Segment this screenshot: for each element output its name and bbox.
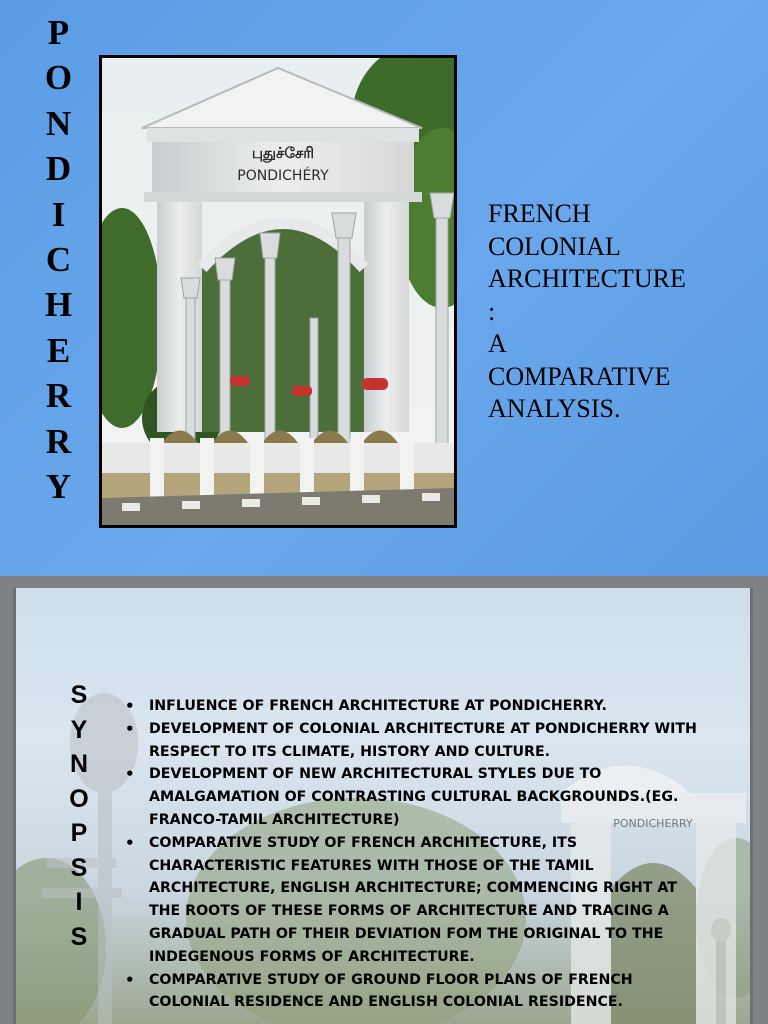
vertical-letter: S <box>70 681 88 709</box>
vertical-title-synopsis <box>66 678 92 954</box>
vertical-letter: Y <box>70 715 88 744</box>
list-item: • DEVELOPMENT OF NEW ARCHITECTURAL STYLES DUE TO AMALGAMATION OF CONTRASTING CULTURAL BACKGROUNDS.(EG. FRANCO-TAMIL ARCHITECTURE) <box>122 763 702 831</box>
vertical-letter: P <box>47 13 71 52</box>
vertical-letter: S <box>70 922 88 951</box>
title-line: ANALYSIS. <box>488 394 621 423</box>
vertical-letter: E <box>46 330 72 370</box>
vertical-letter: Y <box>45 467 73 507</box>
presentation-title <box>488 198 758 426</box>
arch-label-tamil: புதுச்சேரி <box>251 144 315 162</box>
vertical-letter: D <box>45 149 73 189</box>
title-line: FRENCH <box>488 199 591 228</box>
list-item: • COMPARATIVE STUDY OF GROUND FLOOR PLANS OF FRENCH COLONIAL RESIDENCE AND ENGLISH COLONIAL RESIDENCE. <box>122 969 702 1015</box>
arch-photo-frame <box>99 55 457 528</box>
vertical-title-pondicherry <box>38 10 80 509</box>
vertical-letter: O <box>44 58 74 98</box>
arch-photo <box>102 58 454 525</box>
vertical-letter: I <box>51 194 67 234</box>
arch-label-latin: PONDICHÉRY <box>237 168 329 184</box>
synopsis-bullet-list <box>122 695 702 1014</box>
vertical-letter: N <box>69 750 89 778</box>
vertical-letter: P <box>70 819 88 847</box>
synopsis-slide <box>13 588 753 1024</box>
vertical-letter: H <box>44 285 74 325</box>
list-item: • DEVELOPMENT OF COLONIAL ARCHITECTURE AT PONDICHERRY WITH RESPECT TO ITS CLIMATE, HISTORY AND CULTURE. <box>122 718 702 764</box>
title-line: COLONIAL <box>488 231 621 261</box>
title-line: A <box>488 329 507 358</box>
vertical-letter: R <box>45 376 73 416</box>
bg-arch-label: PONDICHERRY <box>613 817 693 830</box>
vertical-letter: O <box>69 784 89 813</box>
title-line: ARCHITECTURE <box>488 264 686 293</box>
pondichery-arch-illustration <box>102 58 454 525</box>
list-item: • COMPARATIVE STUDY OF FRENCH ARCHITECTURE, ITS CHARACTERISTIC FEATURES WITH THOSE OF THE TAMIL ARCHITECTURE, ENGLISH ARCHITECTURE; COMMENCING RIGHT AT THE ROOTS OF THESE FORMS OF ARCHITECTURE AND TRACING A GRADUAL PATH OF THEIR DEVIATION FOM THE ORIGINAL TO THE INDEGENOUS FORMS OF ARCHITECTURE. <box>122 832 702 969</box>
title-line: : <box>488 296 496 326</box>
title-line: COMPARATIVE <box>488 361 671 391</box>
vertical-letter: I <box>75 888 83 916</box>
vertical-letter: R <box>45 421 73 461</box>
vertical-letter: N <box>45 103 73 143</box>
vertical-letter: C <box>45 240 73 280</box>
list-item: • INFLUENCE OF FRENCH ARCHITECTURE AT PONDICHERRY. <box>122 695 702 718</box>
vertical-letter: S <box>70 853 88 882</box>
